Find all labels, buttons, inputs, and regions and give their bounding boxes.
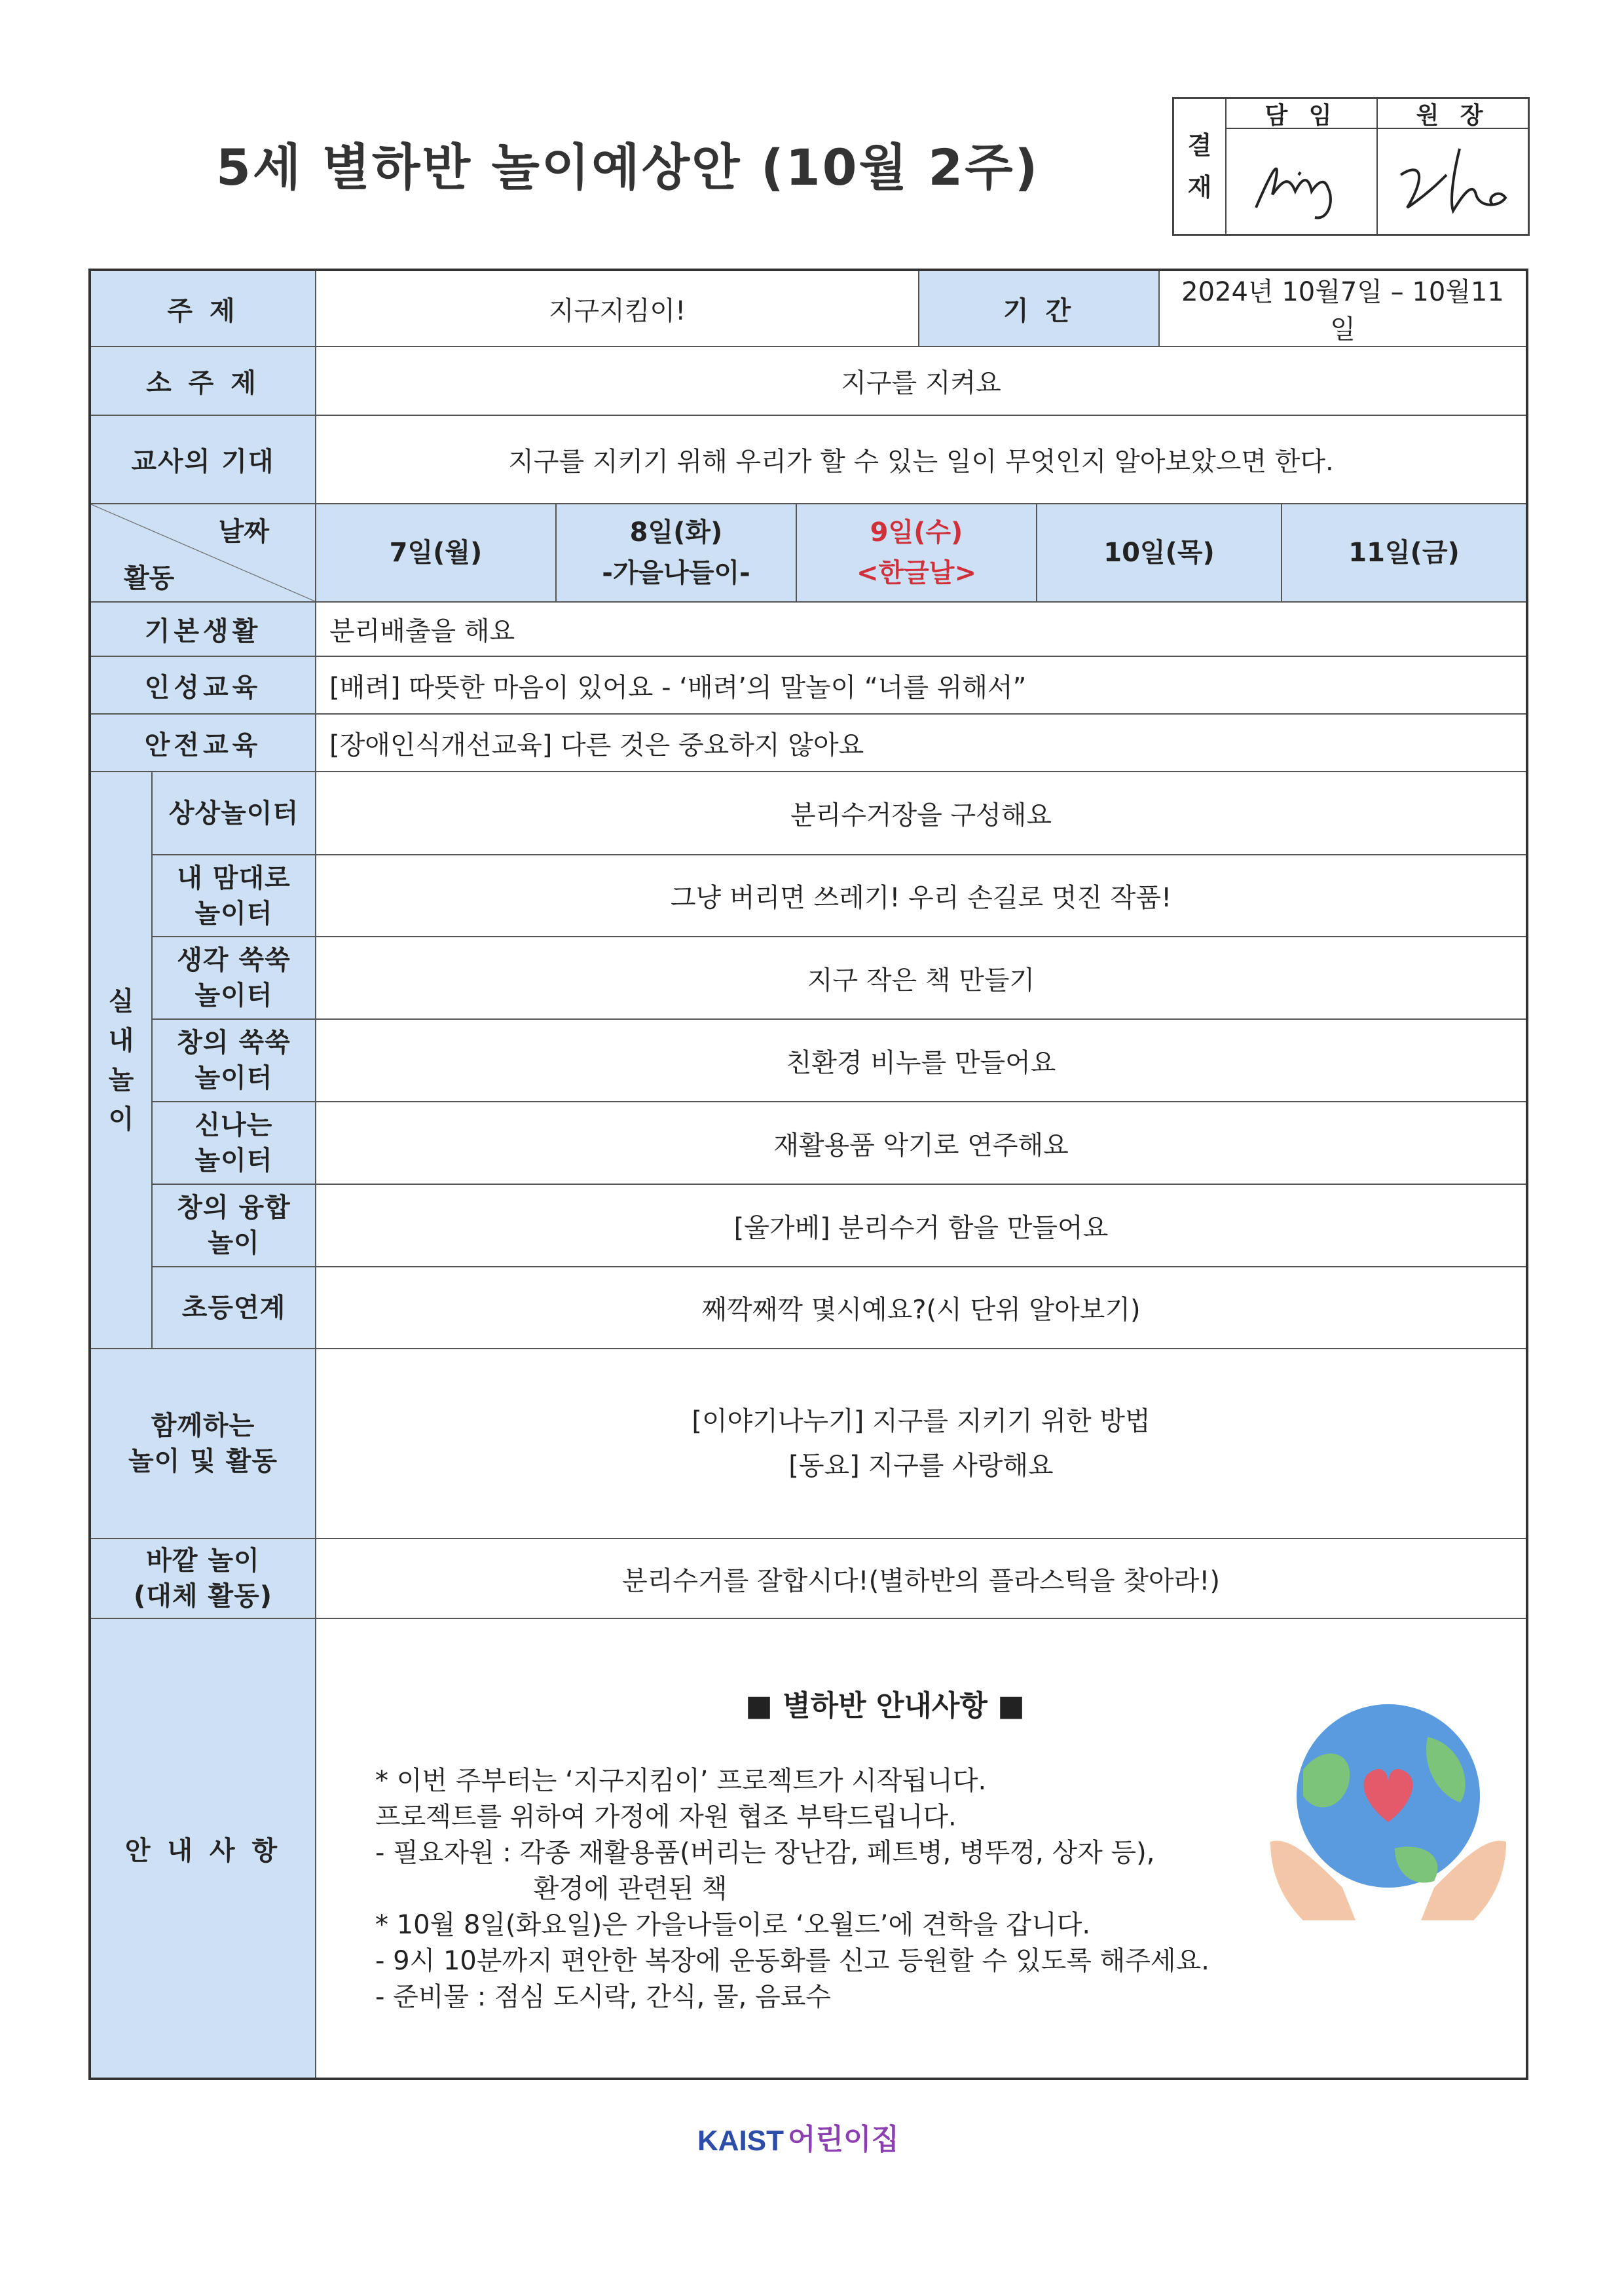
day-thu: 10일(목)	[1037, 504, 1282, 602]
page-title: 5세 별하반 놀이예상안 (10월 2주)	[216, 138, 1040, 196]
teacher-header: 담 임	[1225, 99, 1376, 129]
notice-line: - 9시 10분까지 편안한 복장에 운동화를 신고 등원할 수 있도록 해주세요.	[375, 1945, 1209, 1976]
indoor-row-label: 생각 쑥쑥 놀이터	[152, 937, 316, 1019]
indoor-row-label: 내 맘대로 놀이터	[152, 855, 316, 937]
plan-table	[88, 269, 1528, 2080]
notice-label: 안 내 사 항	[90, 1618, 316, 2079]
day-tue: 8일(화) -가을나들이-	[556, 504, 796, 602]
notice-line: * 이번 주부터는 ‘지구지킴이’ 프로젝트가 시작됩니다.	[375, 1765, 987, 1796]
approval-box	[1172, 97, 1530, 236]
period-value: 2024년 10월7일 – 10월11일	[1159, 270, 1527, 346]
teacher-signature	[1225, 129, 1376, 234]
notice-line: - 필요자원 : 각종 재활용품(버리는 장난감, 페트병, 병뚜껑, 상자 등),	[375, 1837, 1155, 1868]
date-activity-header	[90, 504, 316, 602]
notice-line: * 10월 8일(화요일)은 가을나들이로 ‘오월드’에 견학을 갑니다.	[375, 1909, 1091, 1940]
subtopic-label: 소 주 제	[90, 346, 316, 415]
approval-label-1: 결	[1187, 131, 1212, 160]
indoor-row-label: 창의 쑥쑥 놀이터	[152, 1019, 316, 1102]
indoor-row-label: 상상놀이터	[152, 772, 316, 855]
indoor-row-value: [울가베] 분리수거 함을 만들어요	[316, 1184, 1527, 1267]
topic-label: 주 제	[90, 270, 316, 346]
character-edu-label: 인성교육	[90, 656, 316, 714]
director-signature	[1376, 129, 1528, 234]
indoor-play-label: 실 내 놀 이	[90, 772, 152, 1349]
subtopic-value: 지구를 지켜요	[316, 346, 1527, 415]
topic-value: 지구지킴이!	[316, 270, 919, 346]
date-header-label: 날짜	[218, 517, 269, 547]
indoor-row-label: 신나는 놀이터	[152, 1102, 316, 1184]
period-label: 기 간	[919, 270, 1159, 346]
indoor-row-value: 분리수거장을 구성해요	[316, 772, 1527, 855]
expect-label: 교사의 기대	[90, 415, 316, 504]
day-fri: 11일(금)	[1282, 504, 1527, 602]
notice-line: - 준비물 : 점심 도시락, 간식, 물, 음료수	[375, 1981, 832, 2012]
safety-edu-label: 안전교육	[90, 714, 316, 772]
expect-value: 지구를 지키기 위해 우리가 할 수 있는 일이 무엇인지 알아보았으면 한다.	[316, 415, 1527, 504]
indoor-row-label: 초등연계	[152, 1267, 316, 1349]
character-edu-value: [배려] 따뜻한 마음이 있어요 - ‘배려’의 말놀이 “너를 위해서”	[316, 656, 1527, 714]
day-wed: 9일(수) <한글날>	[796, 504, 1037, 602]
notice-title: ■ 별하반 안내사항 ■	[745, 1689, 1025, 1723]
footer-logo	[697, 2116, 899, 2157]
kaist-logo-text: KAIST	[697, 2125, 784, 2157]
indoor-row-value: 째깍째깍 몇시예요?(시 단위 알아보기)	[316, 1267, 1527, 1349]
notice-body	[316, 1618, 1527, 2079]
outdoor-label: 바깥 놀이 (대체 활동)	[90, 1539, 316, 1618]
together-label: 함께하는 놀이 및 활동	[90, 1349, 316, 1539]
together-value: [이야기나누기] 지구를 지키기 위한 방법 [동요] 지구를 사랑해요	[316, 1349, 1527, 1539]
indoor-row-label: 창의 융합 놀이	[152, 1184, 316, 1267]
safety-edu-value: [장애인식개선교육] 다른 것은 중요하지 않아요	[316, 714, 1527, 772]
activity-header-label: 활동	[124, 563, 175, 593]
notice-line: 프로젝트를 위하여 가정에 자원 협조 부탁드립니다.	[375, 1801, 957, 1832]
day-mon: 7일(월)	[316, 504, 556, 602]
director-header: 원 장	[1376, 99, 1528, 129]
outdoor-value: 분리수거를 잘합시다!(별하반의 플라스틱을 찾아라!)	[316, 1539, 1527, 1618]
indoor-row-value: 지구 작은 책 만들기	[316, 937, 1527, 1019]
approval-label-2: 재	[1187, 173, 1212, 202]
daycare-logo-text: 어린이집	[788, 2123, 900, 2156]
earth-in-hands-icon	[1264, 1691, 1513, 1927]
notice-line: 환경에 관련된 책	[375, 1873, 728, 1904]
basic-life-label: 기본생활	[90, 602, 316, 656]
indoor-row-value: 재활용품 악기로 연주해요	[316, 1102, 1527, 1184]
approval-label	[1174, 99, 1225, 234]
indoor-row-value: 친환경 비누를 만들어요	[316, 1019, 1527, 1102]
indoor-row-value: 그냥 버리면 쓰레기! 우리 손길로 멋진 작품!	[316, 855, 1527, 937]
basic-life-value: 분리배출을 해요	[316, 602, 1527, 656]
